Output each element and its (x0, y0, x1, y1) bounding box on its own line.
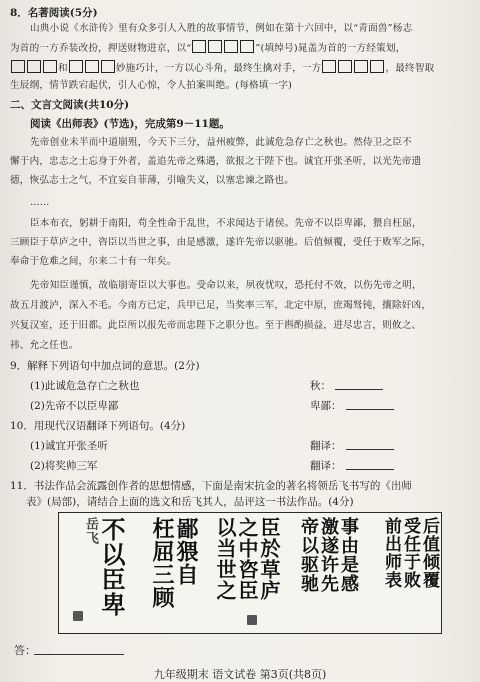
fill-box[interactable] (69, 60, 83, 73)
q10-item-2: (2)将奖帅三军 翻译： (30, 459, 480, 473)
calligraphy-block: 不以臣卑 岳飞 (83, 517, 126, 617)
q9-item-2: (2)先帝不以臣卑鄙 卑鄙： (30, 399, 480, 413)
passage-line: 兴复汉室，还于旧都。此臣所以报先帝而忠陛下之职分也。至于斟酌损益，进尽忠言，则攸之、 (10, 320, 422, 331)
passage-line: 祎、允之任也。 (10, 340, 79, 351)
passage-line: 奉命于危难之间，尔来二十有一年矣。 (10, 256, 177, 267)
passage-line: 三顾臣于草庐之中，咨臣以当世之事，由是感激，遂许先帝以驱驰。后值倾覆，受任于败军之际， (10, 237, 432, 248)
q9-item-1: (1)此诚危急存亡之秋也 秋： (30, 379, 480, 393)
fill-box[interactable] (11, 60, 25, 73)
answer-blank[interactable] (346, 459, 394, 470)
answer-blank[interactable] (34, 654, 124, 655)
fill-box[interactable] (208, 40, 222, 53)
q9-title: 9．解释下列语句中加点词的意思。(2分) (10, 360, 200, 372)
section2-title: 二、文言文阅读(共10分) (10, 99, 130, 111)
fill-box[interactable] (43, 60, 57, 73)
fill-box[interactable] (224, 40, 238, 53)
calligraphy-block: 后值倾覆 受任于败 前出师表 (381, 517, 439, 589)
calligraphy-block: 鄙猥自 枉屈三顾 (149, 517, 199, 609)
q10-title: 10．用现代汉语翻译下列语句。(4分) (10, 420, 186, 432)
passage-ellipsis: …… (30, 197, 50, 208)
answer-label: 答： (14, 644, 36, 657)
passage-line: 臣本布衣，躬耕于南阳，苟全性命于乱世，不求闻达于诸侯。先帝不以臣卑鄙，猥自枉屈， (30, 218, 422, 229)
fill-box[interactable] (192, 40, 206, 53)
fill-box[interactable] (354, 60, 368, 73)
fill-box[interactable] (27, 60, 41, 73)
q8-line1: 山典小说《水浒传》里有众多引人入胜的故事情节，例如在第十六回中，以“青面兽”杨志 (30, 23, 413, 34)
q11-line2: 表》(局部)，请结合上面的选文和岳飞其人，品评这一书法作品。(4分) (26, 496, 354, 508)
q10-item-1: (1)诚宜开张圣听 翻译： (30, 439, 480, 453)
q8-title: 8．名著阅读(5分) (10, 7, 98, 19)
calligraphy-block: 事由是感 激遂许先 帝以驱驰 (298, 517, 359, 593)
fill-box[interactable] (338, 60, 352, 73)
q8-line3: 和 妙施巧计，一方以心斗角，最终生擒对手，一方 ，最终智取 (10, 60, 480, 76)
fill-box[interactable] (240, 40, 254, 53)
q11-line1: 11．书法作品会流露创作者的思想情感，下面是南宋抗金的著名将领岳飞书写的《出师 (10, 480, 412, 492)
q8-line4: 生辰纲，情节跌宕起伏，引人心惊，令人拍案叫绝。(每格填一字) (10, 80, 293, 91)
passage-line: 德，恢弘志士之气，不宜妄自菲薄，引喻失义，以塞忠谏之路也。 (10, 175, 295, 186)
fill-box[interactable] (85, 60, 99, 73)
passage-line: 先帝知臣谨慎，故临崩寄臣以大事也。受命以来，夙夜忧叹，恐托付不效，以伤先帝之明， (30, 280, 422, 291)
fill-box[interactable] (322, 60, 336, 73)
answer-blank[interactable] (346, 399, 394, 410)
calligraphy-block: 臣於草庐 之中咨臣 以当世之 (213, 517, 281, 601)
passage-line: 先帝创业未半而中道崩殂，今天下三分，益州疲弊，此诚危急存亡之秋也。然侍卫之臣不 (30, 137, 412, 148)
calligraphy-image (58, 512, 442, 634)
seal-mark (73, 611, 83, 621)
section2-instruction: 阅读《出师表》(节选)，完成第9－11题。 (30, 118, 230, 130)
answer-blank[interactable] (335, 379, 383, 390)
answer-blank[interactable] (346, 439, 394, 450)
passage-line: 懈于内，忠志之士忘身于外者，盖追先帝之殊遇，欲报之于陛下也。诚宜开张圣听，以光先帝遗 (10, 156, 422, 167)
passage-line: 故五月渡泸，深入不毛。今南方已定，兵甲已足，当奖率三军，北定中原，庶竭驽钝，攘除奸凶， (10, 300, 432, 311)
page-footer: 九年级期末 语文试卷 第3页(共8页) (153, 668, 327, 681)
fill-box[interactable] (101, 60, 115, 73)
seal-mark (247, 615, 257, 625)
q8-line2: 为首的一方乔装改扮，押送财物进京，以“ ”(填绰号)晁盖为首的一方经策划， (10, 40, 480, 56)
fill-box[interactable] (370, 60, 384, 73)
